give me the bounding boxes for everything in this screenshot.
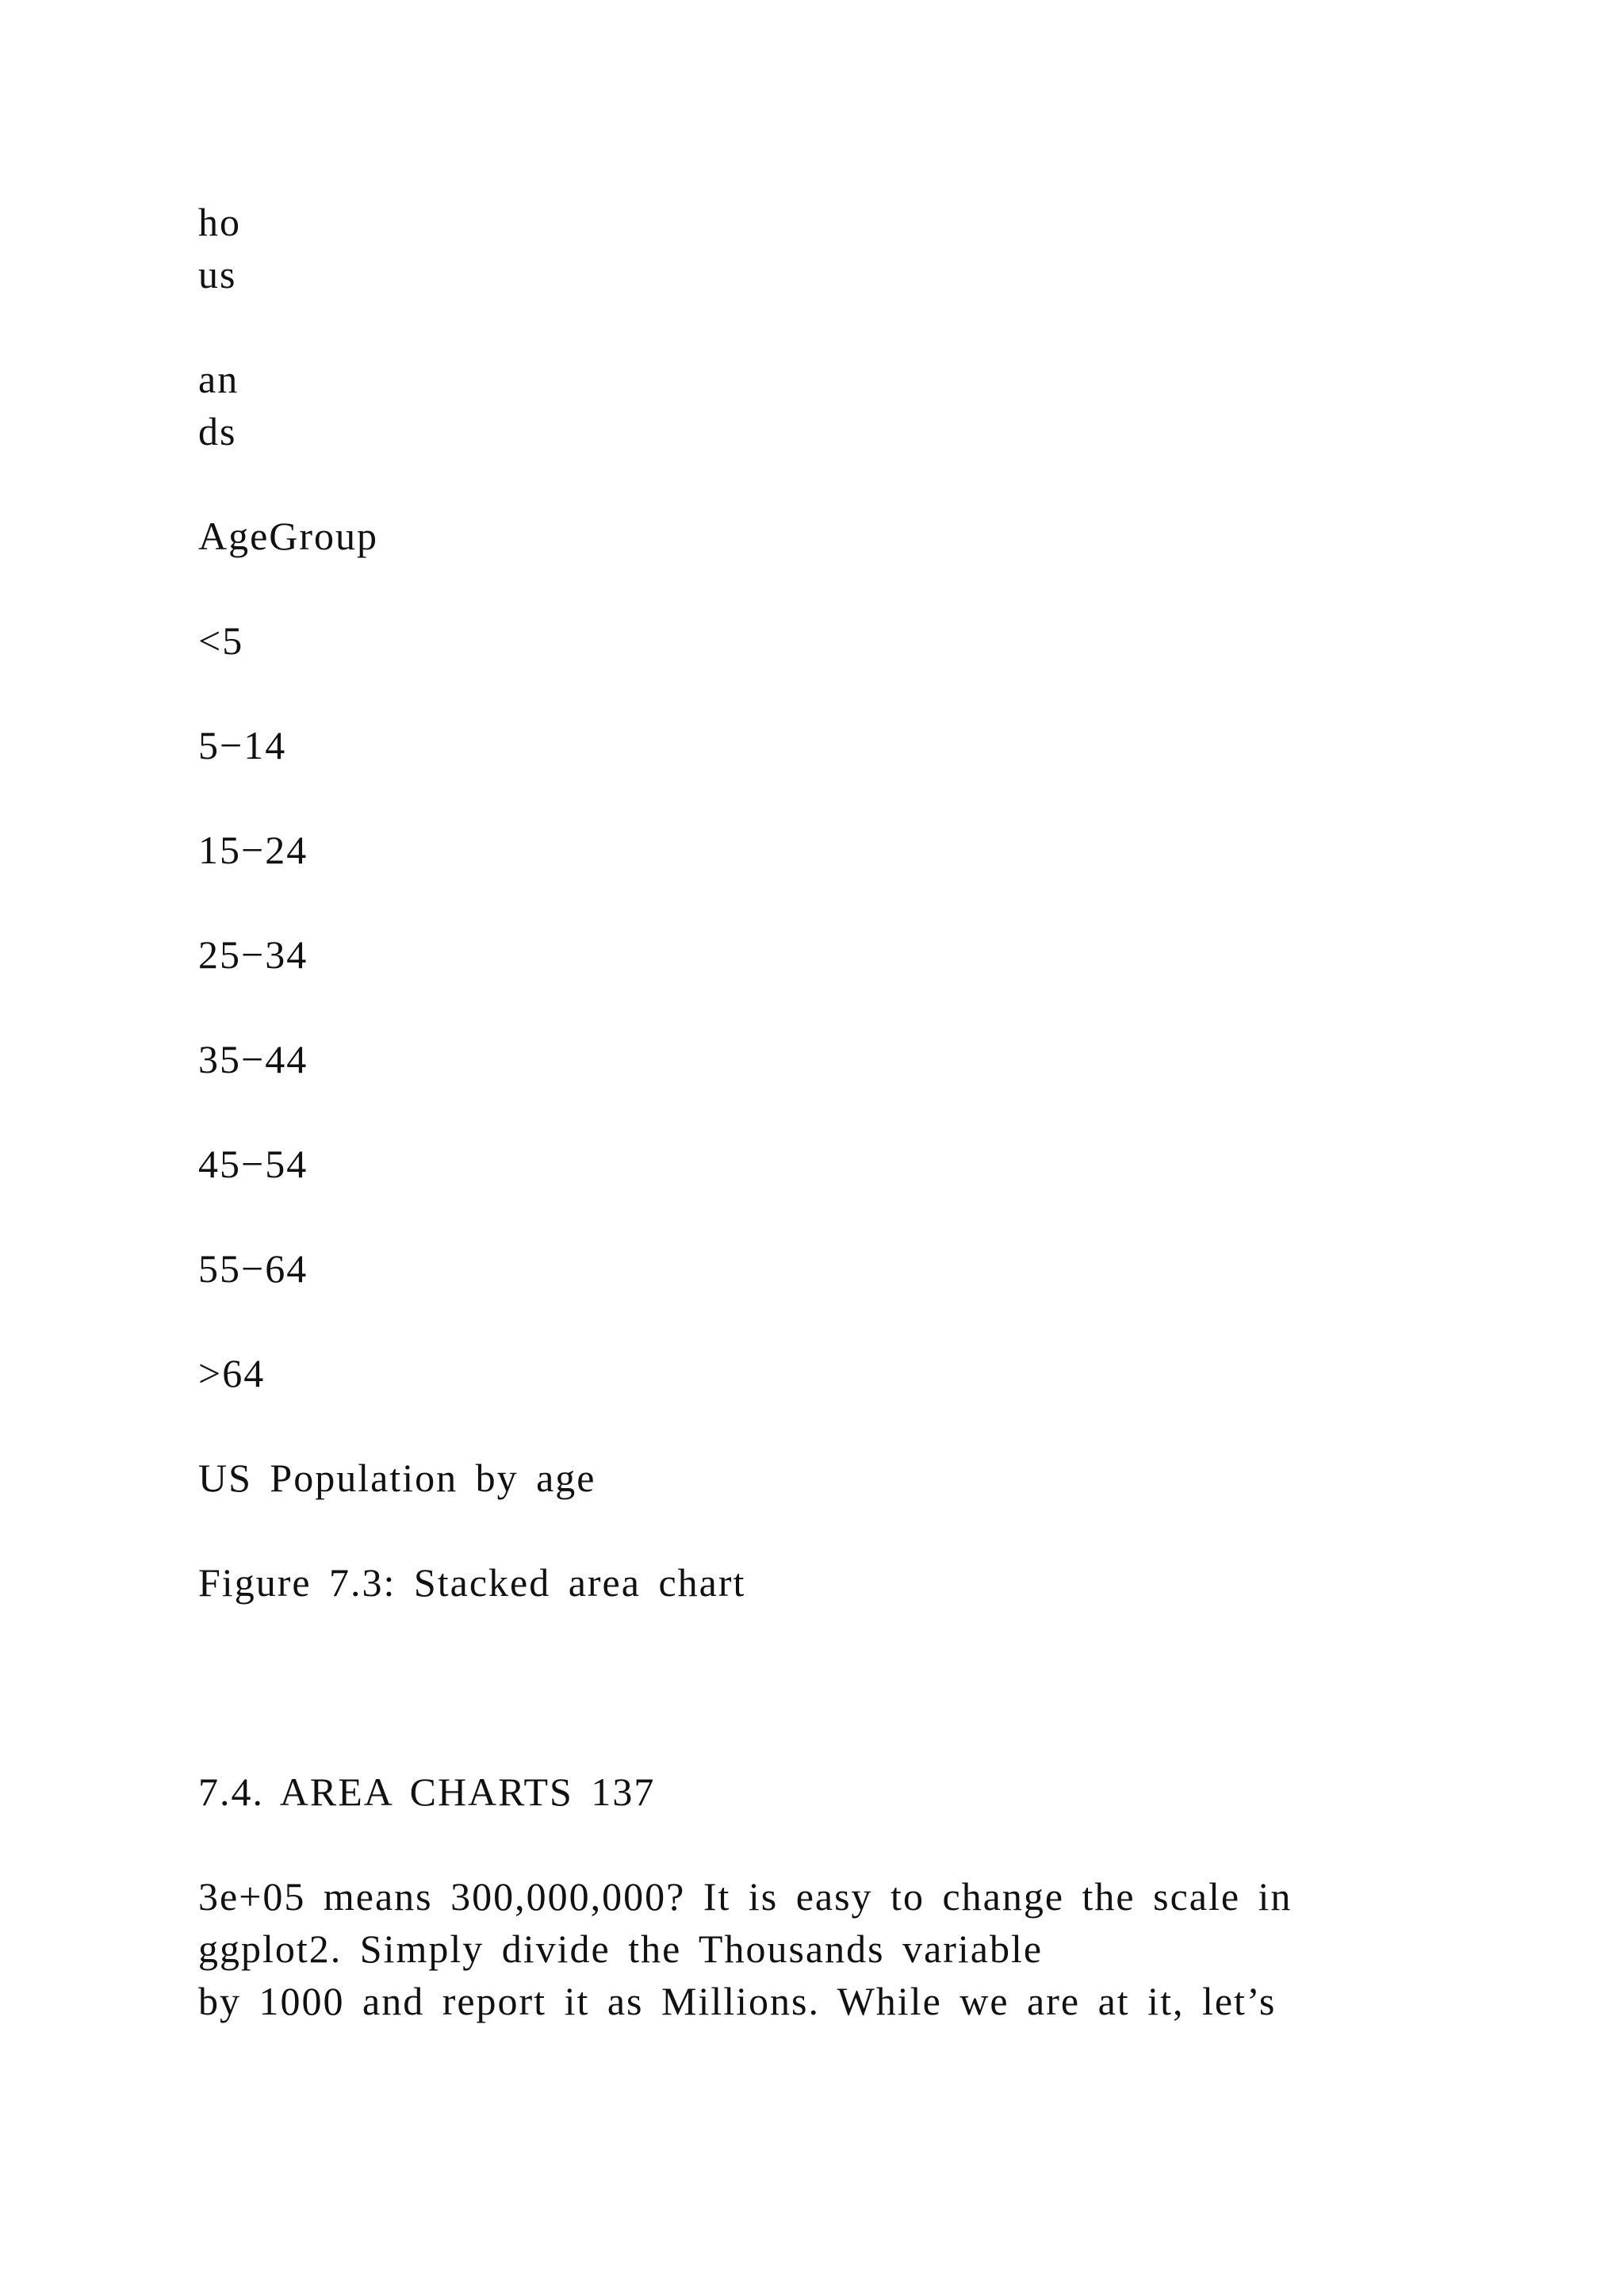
legend-item: 15−24	[198, 828, 308, 872]
legend-item: 35−44	[198, 1037, 308, 1081]
legend-item: 5−14	[198, 723, 287, 767]
axis-label-fragment: us	[198, 252, 237, 297]
chart-title: US Population by age	[198, 1456, 596, 1500]
axis-label-fragment: ds	[198, 409, 237, 453]
legend-item: <5	[198, 618, 244, 663]
legend-title: AgeGroup	[198, 514, 379, 558]
body-text-line: 3e+05 means 300,000,000? It is easy to change the scale in	[198, 1874, 1293, 1919]
axis-label-fragment: an	[198, 357, 239, 401]
body-text-line: by 1000 and report it as Millions. While we are at it, let’s	[198, 1979, 1277, 2023]
legend-item: 25−34	[198, 932, 308, 977]
body-text-line: ggplot2. Simply divide the Thousands variable	[198, 1927, 1044, 1971]
axis-label-fragment: ho	[198, 200, 241, 244]
running-header: 7.4. AREA CHARTS 137	[198, 1770, 656, 1814]
figure-caption: Figure 7.3: Stacked area chart	[198, 1560, 746, 1605]
legend-item: 45−54	[198, 1142, 308, 1186]
legend-item: 55−64	[198, 1246, 308, 1291]
legend-item: >64	[198, 1351, 266, 1395]
